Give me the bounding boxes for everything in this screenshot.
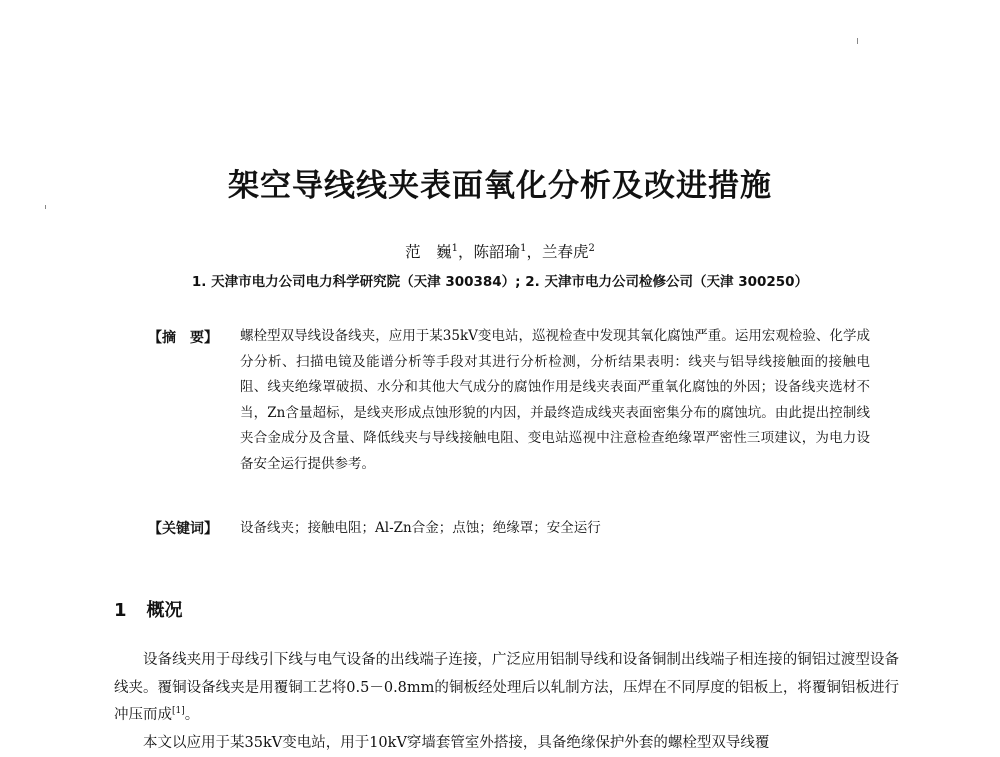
body-text — [114, 647, 899, 757]
author-affiliation-mark: 1 — [452, 243, 458, 254]
author-separator: ， — [526, 243, 542, 261]
affiliations: 1. 天津市电力公司电力科学研究院（天津 300384）; 2. 天津市电力公司检修公司（天津 300250） — [0, 270, 1000, 290]
keywords-text: 设备线夹；接触电阻；Al-Zn合金；点蚀；绝缘罩；安全运行 — [240, 516, 601, 536]
author-name: 范 巍 — [405, 243, 452, 261]
paragraph-text: 设备线夹用于母线引下线与电气设备的出线端子连接，广泛应用铝制导线和设备铜制出线端子相连接的铜铝过渡型设备线夹。覆铜设备线夹是用覆铜工艺将0.5－0.8mm的铜板经处理后以轧制方法，压焊在不同厚度的铝板上，将覆铜铝板进行冲压而成 — [114, 652, 899, 723]
abstract-label: 【摘 要】 — [148, 327, 218, 347]
body-paragraph: 本文以应用于某35kV变电站，用于10kV穿墙套管室外搭接，具备绝缘保护外套的螺栓型双导线覆 — [114, 730, 899, 757]
keywords-label: 【关键词】 — [148, 518, 218, 538]
scan-mark-left — [45, 205, 46, 209]
author-name: 兰春虎 — [542, 243, 589, 261]
author-affiliation-mark: 2 — [588, 243, 594, 254]
body-paragraph — [114, 647, 899, 730]
author-name: 陈韶瑜 — [474, 243, 521, 261]
paragraph-end: 。 — [185, 707, 200, 723]
author-affiliation-mark: 1 — [520, 243, 526, 254]
paper-title: 架空导线线夹表面氧化分析及改进措施 — [0, 160, 1000, 205]
author-separator: ， — [458, 243, 474, 261]
citation-ref: [1] — [172, 706, 185, 716]
abstract-text: 螺栓型双导线设备线夹，应用于某35kV变电站，巡视检查中发现其氧化腐蚀严重。运用宏观检验、化学成分分析、扫描电镜及能谱分析等手段对其进行分析检测，分析结果表明：线夹与铝导线接触面的接触电阻、线夹绝缘罩破损、水分和其他大气成分的腐蚀作用是线夹表面严重氧化腐蚀的外因；设备线夹选材不当，Zn含量超标，是线夹形成点蚀形貌的内因，并最终造成线夹表面密集分布的腐蚀坑。由此提出控制线夹合金成分及含量、降低线夹与导线接触电阻、变电站巡视中注意检查绝缘罩严密性三项建议，为电力设备安全运行提供参考。 — [240, 324, 870, 478]
section-heading — [114, 596, 183, 622]
section-number: 1 — [114, 600, 127, 621]
section-title: 概况 — [147, 600, 183, 621]
author-line — [0, 240, 1000, 262]
scan-mark-right — [857, 38, 858, 44]
